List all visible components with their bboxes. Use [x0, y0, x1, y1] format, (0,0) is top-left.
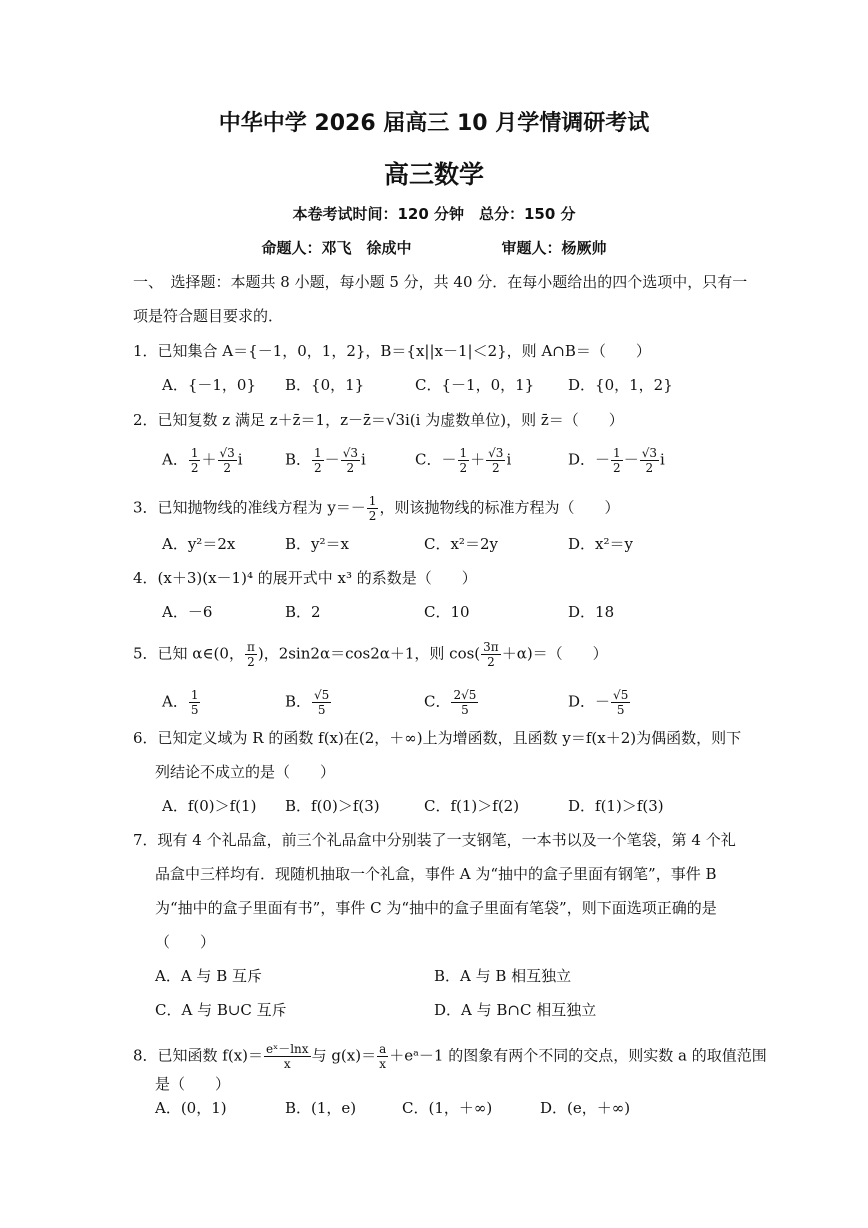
fraction	[367, 494, 379, 523]
fraction	[218, 446, 237, 475]
fraction-denominator: 5	[317, 703, 326, 717]
stem-text: ＋α)＝（ ）	[501, 644, 608, 663]
question-1-option-a: A．{－1，0}	[162, 376, 257, 394]
fraction-denominator: 2	[487, 655, 495, 669]
question-7-stem-line3: 为“抽中的盒子里面有书”，事件 C 为“抽中的盒子里面有笔袋”，则下面选项正确的是	[155, 899, 717, 917]
question-3-option-a: A．y²＝2x	[162, 535, 236, 553]
fraction-denominator: 2	[368, 509, 377, 523]
fraction	[341, 446, 360, 475]
fraction-denominator: 5	[616, 703, 625, 717]
fraction-denominator: 2	[223, 461, 231, 475]
option-suffix: i	[506, 450, 512, 469]
fraction	[312, 688, 331, 717]
option-suffix: i	[237, 450, 243, 469]
fraction	[611, 446, 623, 475]
option-label: C．	[424, 692, 451, 711]
option-label: A．	[162, 450, 188, 469]
fraction-denominator: 2	[459, 461, 468, 475]
option-label: D．	[568, 450, 596, 469]
option-prefix: －	[441, 450, 457, 469]
fraction-denominator: 2	[491, 461, 500, 475]
fraction-numerator: √3	[488, 446, 504, 460]
option-label: A．	[162, 692, 188, 711]
section-intro-line1: 一、 选择题：本题共 8 小题，每小题 5 分，共 40 分．在每小题给出的四个选项中，只有一	[133, 273, 748, 291]
option-label: C．	[415, 450, 442, 469]
question-6-option-b: B．f(0)＞f(3)	[285, 797, 380, 815]
question-6-option-c: C．f(1)＞f(2)	[424, 797, 520, 815]
question-3-stem	[133, 494, 619, 523]
fraction-numerator: a	[379, 1042, 387, 1056]
question-8-stem-line1	[133, 1042, 767, 1071]
fraction-numerator: √3	[342, 446, 358, 460]
stem-text: 与 g(x)＝	[311, 1046, 377, 1065]
question-2-option-a	[162, 446, 243, 475]
question-8-option-c: C．(1，＋∞)	[402, 1099, 493, 1117]
question-3-option-c: C．x²＝2y	[424, 535, 498, 553]
fraction	[481, 640, 501, 669]
question-7-stem-line1: 7．现有 4 个礼品盒，前三个礼品盒中分别装了一支钢笔，一本书以及一个笔袋，第 4 个礼	[133, 831, 736, 849]
question-2-option-b	[285, 446, 366, 475]
question-5-stem	[133, 640, 608, 669]
question-5-option-d	[568, 688, 631, 717]
option-operator: －	[623, 450, 639, 469]
stem-text: 5．已知 α∈(0，	[133, 644, 244, 663]
fraction-denominator: x	[283, 1057, 291, 1071]
fraction-denominator: 2	[645, 461, 654, 475]
question-6-stem-line2: 列结论不成立的是（ ）	[155, 763, 336, 781]
fraction-numerator: 3π	[483, 640, 499, 654]
fraction	[189, 446, 201, 475]
fraction-numerator: 1	[613, 446, 621, 460]
fraction-numerator: √3	[641, 446, 657, 460]
question-6-option-d: D．f(1)＞f(3)	[568, 797, 664, 815]
fraction	[245, 640, 257, 669]
fraction-denominator: 5	[461, 703, 469, 717]
fraction	[189, 688, 201, 717]
option-suffix: i	[659, 450, 665, 469]
question-6-option-a: A．f(0)＞f(1)	[162, 797, 257, 815]
question-1-option-c: C．{－1，0，1}	[415, 376, 535, 394]
fraction-denominator: 2	[346, 461, 355, 475]
fraction-denominator: 2	[613, 461, 621, 475]
question-7-stem-line4: （ ）	[155, 933, 216, 951]
fraction-numerator: √5	[613, 688, 629, 702]
question-2-option-c	[415, 446, 511, 475]
fraction-denominator: 5	[190, 703, 199, 717]
fraction-denominator: x	[379, 1057, 387, 1071]
question-8-option-a: A．(0，1)	[155, 1099, 227, 1117]
question-7-option-c: C．A 与 B∪C 互斥	[155, 1001, 287, 1019]
question-7-option-d: D．A 与 B∩C 相互独立	[434, 1001, 597, 1019]
question-6-stem-line1: 6．已知定义域为 R 的函数 f(x)在(2，＋∞)上为增函数，且函数 y＝f(x＋2)为偶函数，则下	[133, 729, 742, 747]
question-5-option-b	[285, 688, 332, 717]
question-5-option-a	[162, 688, 201, 717]
fraction-numerator: 1	[190, 446, 199, 460]
question-2-option-d	[568, 446, 665, 475]
question-4-option-c: C．10	[424, 603, 470, 621]
fraction	[611, 688, 630, 717]
option-operator: ＋	[470, 450, 486, 469]
stem-text: ＋eᵃ－1 的图象有两个不同的交点，则实数 a 的取值范围	[389, 1046, 767, 1065]
question-1-option-b: B．{0，1}	[285, 376, 365, 394]
question-2-stem: 2．已知复数 z 满足 z＋z̄＝1，z－z̄＝√3i(i 为虚数单位)，则 z̄＝（ ）	[133, 411, 624, 429]
fraction	[377, 1042, 388, 1071]
question-7-option-b: B．A 与 B 相互独立	[434, 967, 572, 985]
fraction-numerator: 2√5	[453, 688, 477, 702]
exam-title: 中华中学 2026 届高三 10 月学情调研考试	[218, 111, 650, 136]
question-1-stem: 1．已知集合 A＝{－1，0，1，2}，B＝{x||x－1|＜2}，则 A∩B＝（ ）	[133, 342, 651, 360]
fraction-numerator: eˣ－lnx	[266, 1042, 309, 1056]
fraction	[486, 446, 505, 475]
question-4-option-a: A．－6	[162, 603, 213, 621]
fraction-numerator: 1	[368, 494, 377, 508]
question-5-option-c	[424, 688, 479, 717]
question-8-option-b: B．(1，e)	[285, 1099, 357, 1117]
fraction-denominator: 2	[314, 461, 322, 475]
section-intro-line2: 项是符合题目要求的．	[133, 307, 284, 325]
option-label: B．	[285, 450, 312, 469]
fraction-numerator: √3	[219, 446, 235, 460]
fraction-numerator: π	[246, 640, 255, 654]
question-1-option-d: D．{0，1，2}	[568, 376, 673, 394]
question-4-stem: 4．(x＋3)(x－1)⁴ 的展开式中 x³ 的系数是（ ）	[133, 569, 477, 587]
question-8-stem-line2: 是（ ）	[155, 1075, 231, 1093]
stem-text: 3．已知抛物线的准线方程为 y＝－	[133, 498, 366, 517]
fraction-numerator: 1	[459, 446, 468, 460]
stem-text: )，2sin2α＝cos2α＋1，则 cos(	[257, 644, 481, 663]
option-label: D．	[568, 692, 596, 711]
fraction-numerator: 1	[190, 688, 199, 702]
option-suffix: i	[360, 450, 366, 469]
fraction-denominator: 2	[190, 461, 199, 475]
fraction	[312, 446, 324, 475]
fraction	[640, 446, 659, 475]
question-8-option-d: D．(e，＋∞)	[540, 1099, 631, 1117]
subject-title: 高三数学	[383, 160, 484, 189]
question-3-option-b: B．y²＝x	[285, 535, 349, 553]
fraction-numerator: √5	[314, 688, 330, 702]
fraction	[458, 446, 470, 475]
question-7-stem-line2: 品盒中三样均有．现随机抽取一个礼盒，事件 A 为“抽中的盒子里面有钢笔”，事件 B	[155, 865, 717, 883]
question-3-option-d: D．x²＝y	[568, 535, 633, 553]
question-7-option-a: A．A 与 B 互斥	[155, 967, 262, 985]
fraction	[451, 688, 478, 717]
option-operator: －	[324, 450, 340, 469]
fraction-numerator: 1	[314, 446, 322, 460]
question-4-option-d: D．18	[568, 603, 615, 621]
setters-line: 命题人：邓飞 徐成中 审题人：杨厥帅	[261, 239, 607, 257]
option-prefix: －	[595, 692, 611, 711]
question-4-option-b: B．2	[285, 603, 321, 621]
option-operator: ＋	[201, 450, 217, 469]
stem-text: ，则该抛物线的标准方程为（ ）	[379, 498, 620, 517]
stem-text: 8．已知函数 f(x)＝	[133, 1046, 264, 1065]
option-prefix: －	[595, 450, 611, 469]
option-label: B．	[285, 692, 312, 711]
fraction	[264, 1042, 311, 1071]
exam-time-info: 本卷考试时间：120 分钟 总分：150 分	[292, 205, 576, 223]
fraction-denominator: 2	[247, 655, 255, 669]
